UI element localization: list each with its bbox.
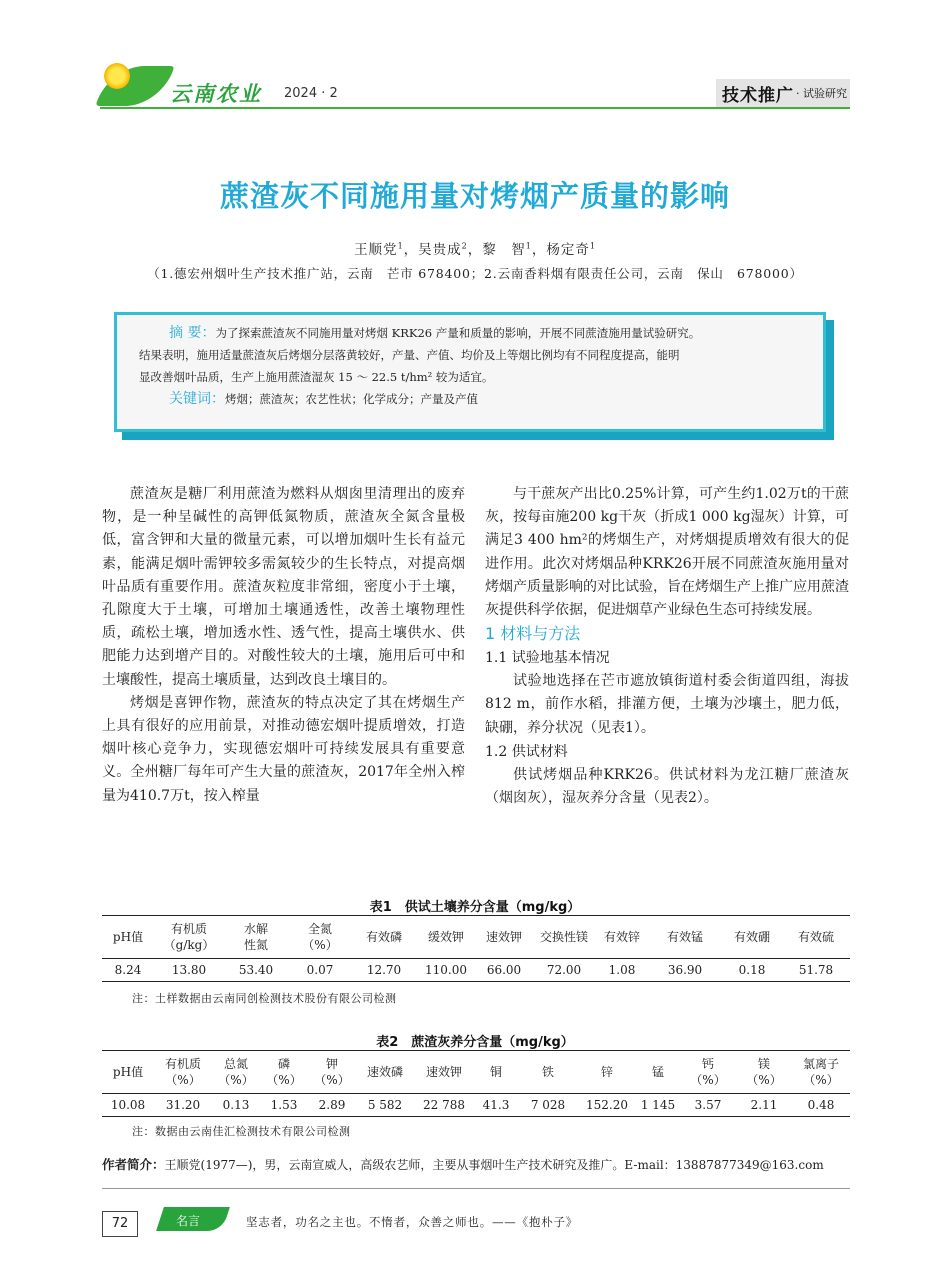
table2-caption: 表2 蔗渣灰养分含量（mg/kg） [376,1035,574,1050]
right-column [485,483,849,810]
section-main: 技术推广 [722,85,794,106]
paragraph-intro: 蔗渣灰是糖厂利用蔗渣为燃料从烟囱里清理出的废弃物，是一种呈碱性的高钾低氮物质，蔗渣灰全氮含量极低，富含钾和大量的微量元素，可以增加烟叶生长有益元素，能满足烟叶需钾较多需氮较少的生长特点，对提高烟叶品质有重要作用。蔗渣灰粒度非常细，密度小于土壤，孔隙度大于土壤，可增加土壤通透性，改善土壤物理性质，疏松土壤，增加透水性、透气性，提高土壤供水、供肥能力达到增产目的。对酸性较大的土壤，施用后可中和土壤酸性，提高土壤质量，达到改良土壤目的。 [102,486,465,688]
abstract-text-1: 为了探索蔗渣灰不同施用量对烤烟 KRK26 产量和质量的影响，开展不同蔗渣施用量试验研究。 [215,326,701,340]
motto-label: 名言 [176,1214,201,1228]
table2-header-row [102,1051,850,1094]
author-info [102,1155,824,1173]
table2-header: 有机质 （%） [154,1051,212,1094]
table2-header: pH值 [102,1051,154,1094]
table1-header-row [102,916,850,959]
heading-materials-methods: 1 材料与方法 [485,624,581,644]
table1-header: 缓效钾 [416,916,476,959]
journal-name: 云南农业 [170,81,262,106]
table2-header: 总氮 （%） [212,1051,260,1094]
table2-header: 钙 （%） [680,1051,736,1094]
table1 [102,915,850,982]
table2-header: 锌 [578,1051,636,1094]
table1-header: 有效硼 [722,916,782,959]
table2-row: 10.08 31.20 0.13 1.53 2.89 5 582 22 788 41.3 7 028 152.20 1 145 3.57 2.11 0.48 [102,1094,850,1117]
sun-icon [104,63,130,89]
table2-header: 钾 （%） [308,1051,356,1094]
footer-rule [102,1188,850,1189]
article-title: 蔗渣灰不同施用量对烤烟产质量的影响 [219,179,730,213]
table2-header: 速效钾 [414,1051,474,1094]
issue-number: 2024 · 2 [284,86,338,101]
table1-header: 全氮 （%） [288,916,352,959]
table1-row: 8.24 13.80 53.40 0.07 12.70 110.00 66.00 72.00 1.08 36.90 0.18 51.78 [102,959,850,982]
table2-header: 氯离子 （%） [792,1051,850,1094]
author-info-label: 作者简介： [102,1157,165,1172]
abstract-label: 摘 要： [169,325,216,341]
affiliations: （1.德宏州烟叶生产技术推广站，云南 芒市 678400；2.云南香料烟有限责任公司，云南 保山 678000） [147,266,803,281]
table2-header: 锰 [636,1051,680,1094]
paragraph-continuation: 与干蔗灰产出比0.25%计算，可产生约1.02万t的干蔗灰，按每亩施200 kg干灰（折成1 000 kg湿灰）计算，可满足3 400 hm²的烤烟生产，对烤烟提质增效有很大的促进作用。此次对烤烟品种KRK26开展不同蔗渣灰施用量对烤烟产质量影响的对比试验，旨在烤烟生产上推广应用蔗渣灰提供科学依据，促进烟草产业绿色生态可持续发展。 [485,486,849,619]
table1-header: 有效硫 [782,916,850,959]
table1-header: 有机质 （g/kg） [154,916,224,959]
table1-caption: 表1 供试土壤养分含量（mg/kg） [369,900,581,915]
keywords: 烤烟；蔗渣灰；农艺性状；化学成分；产量及产值 [225,392,478,406]
section-tag [716,79,850,107]
table1-header: 有效锌 [596,916,648,959]
table2-header: 铜 [474,1051,518,1094]
table2-header: 铁 [518,1051,578,1094]
table1-header: 速效钾 [476,916,532,959]
table1-header: pH值 [102,916,154,959]
paragraph-material: 供试烤烟品种KRK26。供试材料为龙江糖厂蔗渣灰（烟囱灰），湿灰养分含量（见表2）。 [485,766,849,807]
table1-note: 注：土样数据由云南同创检测技术股份有限公司检测 [132,992,397,1005]
page-number: 72 [102,1211,138,1237]
header-rule [100,107,850,109]
table2-header: 磷 （%） [260,1051,308,1094]
abstract-box [114,312,826,432]
left-column [102,483,465,808]
table1-header: 有效锰 [648,916,722,959]
table1-header: 交换性镁 [532,916,596,959]
table1-header: 有效磷 [352,916,416,959]
table2-note: 注：数据由云南佳汇检测技术有限公司检测 [132,1125,351,1138]
paragraph-background: 烤烟是喜钾作物，蔗渣灰的特点决定了其在烤烟生产上具有很好的应用前景，对推动德宏烟叶提质增效，打造烟叶核心竞争力，实现德宏烟叶可持续发展具有重要意义。全州糖厂每年可产生大量的蔗渣灰，2017年全州入榨量为410.7万t，按入榨量 [102,694,465,804]
paragraph-site: 试验地选择在芒市遮放镇街道村委会街道四组，海拔 812 m，前作水稻，排灌方便，土壤为沙壤土，肥力低，缺硼，养分状况（见表1）。 [485,673,849,736]
abstract-text-2: 结果表明，施用适量蔗渣灰后烤烟分层落黄较好，产量、产值、均价及上等烟比例均有不同程度提高，能明 [139,348,680,362]
table2-header: 速效磷 [356,1051,414,1094]
heading-site: 1.1 试验地基本情况 [485,650,610,667]
table1-header: 水解 性氮 [224,916,288,959]
table2 [102,1050,850,1117]
author-info-text: 王顺党(1977—)，男，云南宣威人，高级农艺师，主要从事烟叶生产技术研究及推广。E-mail：13887877349@163.com [164,1158,824,1172]
table2-header: 镁 （%） [736,1051,792,1094]
heading-material: 1.2 供试材料 [485,743,568,760]
motto-quote: 坚志者，功名之主也。不惰者，众善之师也。——《抱朴子》 [246,1215,579,1229]
section-sub: · 试验研究 [796,87,847,100]
author-list: 王顺党$^1$，吴贵成$^2$，黎 智$^1$，杨定奇$^1$ [354,241,596,258]
keywords-label: 关键词： [169,391,225,407]
abstract-text-3: 显改善烟叶品质，生产上施用蔗渣湿灰 15 ～ 22.5 t/hm² 较为适宜。 [139,370,494,384]
